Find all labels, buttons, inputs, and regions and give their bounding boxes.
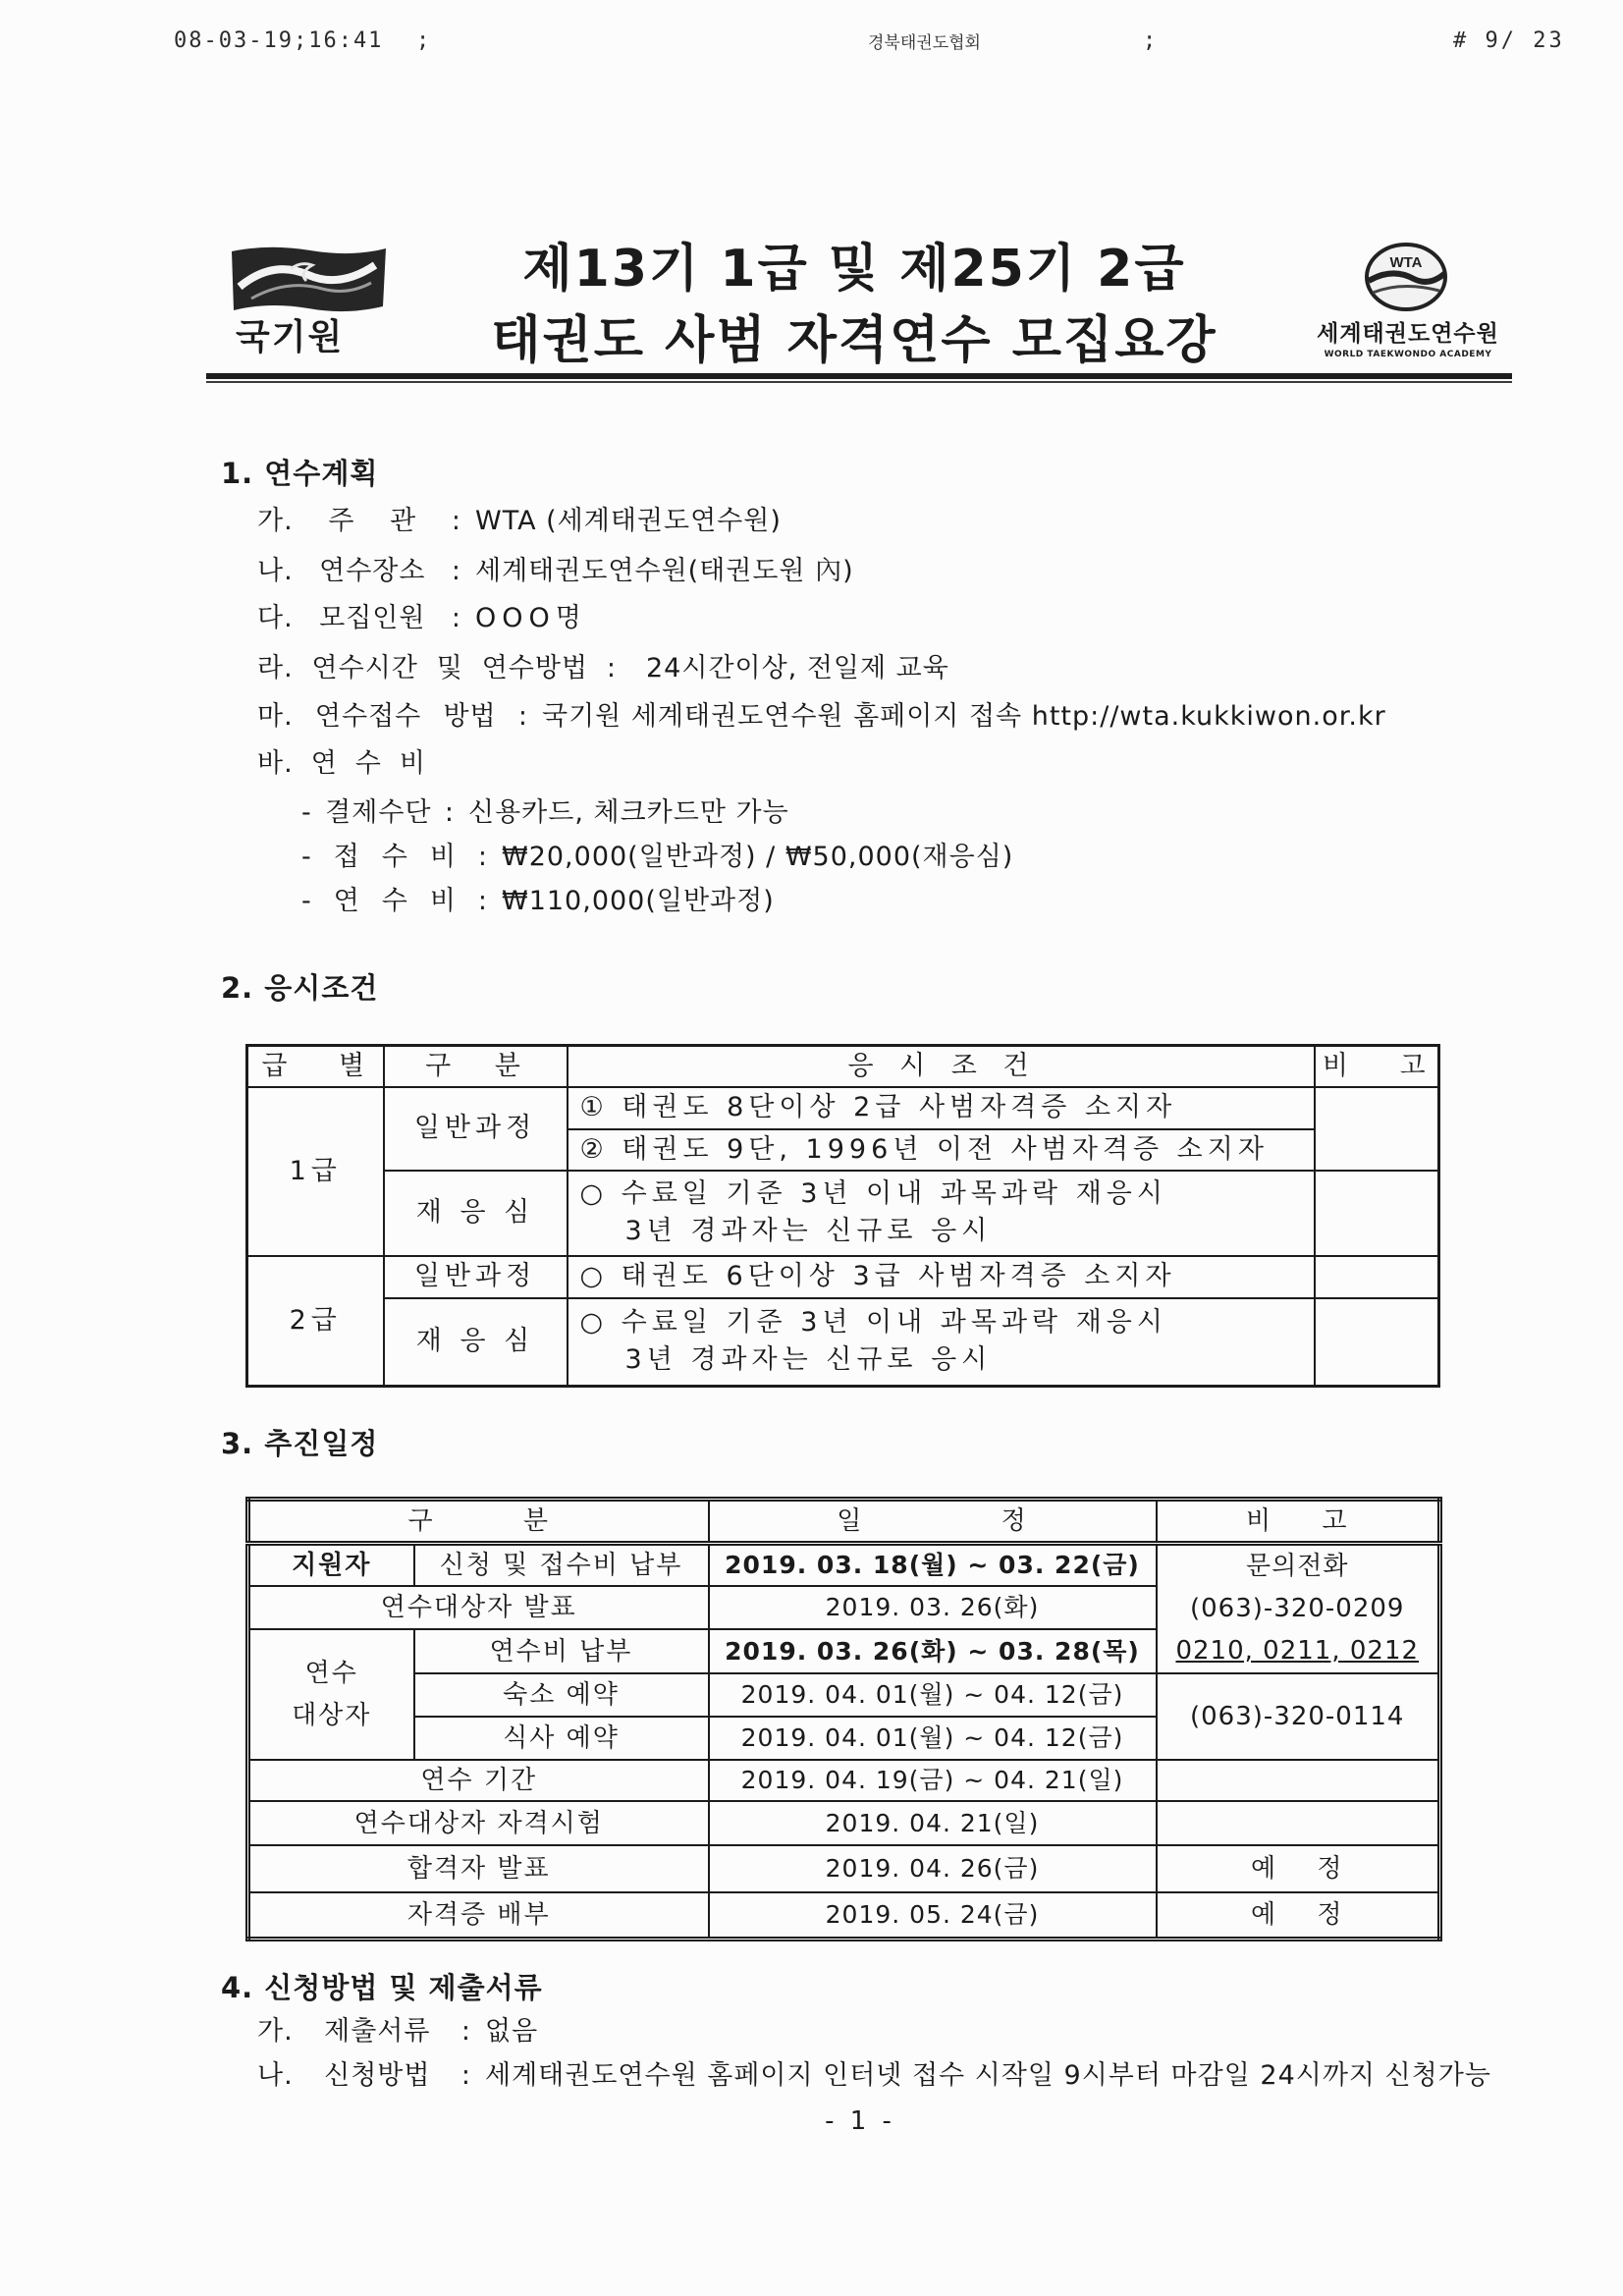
condition-cell: ① 태권도 8단이상 2급 사범자격증 소지자 [568, 1087, 1315, 1129]
plan-item-label: 바. 연 수 비 [257, 748, 426, 779]
column-header-schedule: 일 정 [709, 1500, 1157, 1544]
column-header-grade: 급 별 [247, 1046, 384, 1087]
table-row [248, 1801, 1440, 1845]
contact-phone: (063)-320-0209 [1190, 1594, 1405, 1623]
table-header-row [248, 1500, 1440, 1544]
table-row [247, 1256, 1439, 1298]
track-cell: 일반과정 [384, 1087, 568, 1171]
application-item-value: 세계태권도연수원 홈페이지 인터넷 접수 시작일 9시부터 마감일 24시까지 신청가능 [485, 2060, 1491, 2091]
condition-line: 3년 경과자는 신규로 응시 [624, 1344, 993, 1376]
plan-item-fees [257, 747, 426, 781]
table-row [248, 1760, 1440, 1801]
page-number: - 1 - [825, 2106, 895, 2136]
column-header-category: 구 분 [248, 1500, 709, 1544]
item-cell: 연수 기간 [248, 1760, 709, 1801]
remarks-cell [1315, 1256, 1439, 1298]
application-item-documents [257, 2015, 538, 2049]
date-cell: 2019. 04. 01(월) ~ 04. 12(금) [709, 1673, 1157, 1717]
wta-emblem-text: WTA [1389, 254, 1423, 271]
plan-item-value: 세계태권도연수원(태권도원 內) [475, 556, 854, 586]
fee-value: 신용카드, 체크카드만 가능 [468, 797, 789, 828]
column-header-type: 구 분 [384, 1046, 568, 1087]
wta-logo-text: 세계태권도연수원 [1317, 321, 1499, 347]
item-cell: 신청 및 접수비 납부 [414, 1544, 709, 1587]
contact-label: 문의전화 [1246, 1552, 1349, 1581]
page-title-line1: 제13기 1급 및 제25기 2급 [522, 240, 1186, 299]
fax-separator: ; [1143, 28, 1159, 53]
section-heading-eligibility: 2. 응시조건 [221, 971, 379, 1005]
plan-item-label: 나. 연수장소 : [257, 556, 461, 586]
date-cell: 2019. 03. 26(화) ~ 03. 28(목) [709, 1629, 1157, 1673]
condition-cell [568, 1298, 1315, 1387]
application-item-value: 없음 [485, 2016, 539, 2047]
wta-logo-subtext: WORLD TAEKWONDO ACADEMY [1324, 350, 1492, 359]
fee-training [301, 885, 775, 918]
item-cell: 연수비 납부 [414, 1629, 709, 1673]
contact-cell [1157, 1544, 1440, 1674]
section-heading-application: 4. 신청방법 및 제출서류 [221, 1971, 543, 2004]
track-cell: 재 응 심 [384, 1298, 568, 1387]
column-header-remarks: 비 고 [1157, 1500, 1440, 1544]
application-item-label: 가. 제출서류 : [257, 2016, 471, 2047]
table-row [248, 1673, 1440, 1717]
remarks-cell: 예 정 [1157, 1892, 1440, 1939]
condition-cell [568, 1171, 1315, 1256]
table-row [248, 1892, 1440, 1939]
plan-item-organizer [257, 505, 782, 538]
table-row [247, 1298, 1439, 1387]
date-cell: 2019. 04. 26(금) [709, 1845, 1157, 1892]
remarks-cell: 예 정 [1157, 1845, 1440, 1892]
application-item-label: 나. 신청방법 : [257, 2060, 471, 2091]
eligibility-table [245, 1044, 1440, 1388]
fee-label: - 연 수 비 : [301, 886, 488, 916]
fax-separator: ; [416, 28, 432, 53]
contact-phone-extensions: 0210, 0211, 0212 [1175, 1636, 1420, 1666]
remarks-cell [1315, 1087, 1439, 1171]
schedule-table [245, 1497, 1442, 1941]
group-cell-applicant: 지원자 [248, 1544, 414, 1587]
condition-cell: ② 태권도 9단, 1996년 이전 사범자격증 소지자 [568, 1129, 1315, 1171]
section-heading-schedule: 3. 추진일정 [221, 1427, 379, 1460]
date-cell: 2019. 04. 01(월) ~ 04. 12(금) [709, 1717, 1157, 1760]
fee-label: - 접 수 비 : [301, 842, 488, 872]
page-title-line2: 태권도 사범 자격연수 모집요강 [491, 311, 1217, 370]
fax-page-count: # 9/ 23 [1453, 28, 1565, 53]
table-row [247, 1087, 1439, 1129]
fax-sender: 경북태권도협회 [868, 33, 981, 53]
item-cell: 숙소 예약 [414, 1673, 709, 1717]
remarks-cell [1315, 1171, 1439, 1256]
plan-item-label: 가. 주 관 : [257, 506, 461, 536]
item-cell: 연수대상자 자격시험 [248, 1801, 709, 1845]
column-header-conditions: 응 시 조 건 [568, 1046, 1315, 1087]
date-cell: 2019. 05. 24(금) [709, 1892, 1157, 1939]
plan-item-recruitment [257, 602, 587, 635]
track-cell: 일반과정 [384, 1256, 568, 1298]
item-cell: 식사 예약 [414, 1717, 709, 1760]
track-cell: 재 응 심 [384, 1171, 568, 1256]
remarks-cell [1157, 1760, 1440, 1801]
condition-line: ○ 수료일 기준 3년 이내 과목과락 재응시 [579, 1178, 1167, 1209]
date-cell: 2019. 04. 21(일) [709, 1801, 1157, 1845]
remarks-cell [1157, 1801, 1440, 1845]
plan-item-application [257, 700, 1386, 734]
plan-item-label: 다. 모집인원 : [257, 603, 461, 633]
grade-cell: 1급 [247, 1087, 384, 1256]
contact-phone: (063)-320-0114 [1157, 1673, 1440, 1760]
plan-item-value: OOO명 [475, 603, 587, 633]
plan-item-value: WTA (세계태권도연수원) [475, 506, 782, 536]
group-cell-trainee [248, 1629, 414, 1760]
plan-item-label: 라. 연수시간 및 연수방법 : [257, 653, 617, 683]
plan-item-hours [257, 652, 949, 685]
kukkiwon-logo-text: 국기원 [236, 317, 345, 357]
table-row [247, 1171, 1439, 1256]
fee-label: - 결제수단 : [301, 797, 455, 828]
fee-value: ₩110,000(일반과정) [502, 886, 775, 916]
column-header-remarks: 비 고 [1315, 1046, 1439, 1087]
plan-item-venue [257, 555, 854, 588]
date-cell: 2019. 03. 26(화) [709, 1586, 1157, 1629]
wta-emblem-icon [1363, 242, 1449, 312]
fee-application [301, 841, 1013, 874]
kukkiwon-emblem-icon [228, 244, 390, 314]
section-heading-plan: 1. 연수계획 [221, 457, 379, 490]
item-cell: 합격자 발표 [248, 1845, 709, 1892]
grade-cell: 2급 [247, 1256, 384, 1387]
plan-item-value: 국기원 세계태권도연수원 홈페이지 접속 http://wta.kukkiwon.or.kr [542, 701, 1386, 732]
group-label-line: 대상자 [292, 1700, 372, 1730]
table-header-row [247, 1046, 1439, 1087]
fee-payment-method [301, 796, 789, 830]
item-cell: 연수대상자 발표 [248, 1586, 709, 1629]
plan-item-label: 마. 연수접수 방법 : [257, 701, 528, 732]
remarks-cell [1315, 1298, 1439, 1387]
plan-item-value: 24시간이상, 전일제 교육 [646, 653, 949, 683]
item-cell: 자격증 배부 [248, 1892, 709, 1939]
fax-timestamp: 08-03-19;16:41 [174, 28, 384, 53]
date-cell: 2019. 03. 18(월) ~ 03. 22(금) [709, 1544, 1157, 1587]
group-label-line: 연수 [304, 1658, 358, 1688]
condition-cell: ○ 태권도 6단이상 3급 사범자격증 소지자 [568, 1256, 1315, 1298]
table-row [248, 1845, 1440, 1892]
fee-value: ₩20,000(일반과정) / ₩50,000(재응심) [502, 842, 1014, 872]
condition-line: ○ 수료일 기준 3년 이내 과목과락 재응시 [579, 1307, 1167, 1339]
date-cell: 2019. 04. 19(금) ~ 04. 21(일) [709, 1760, 1157, 1801]
table-row [248, 1544, 1440, 1587]
application-item-method [257, 2059, 1491, 2093]
header-divider [206, 373, 1512, 383]
condition-line: 3년 경과자는 신규로 응시 [624, 1216, 993, 1246]
